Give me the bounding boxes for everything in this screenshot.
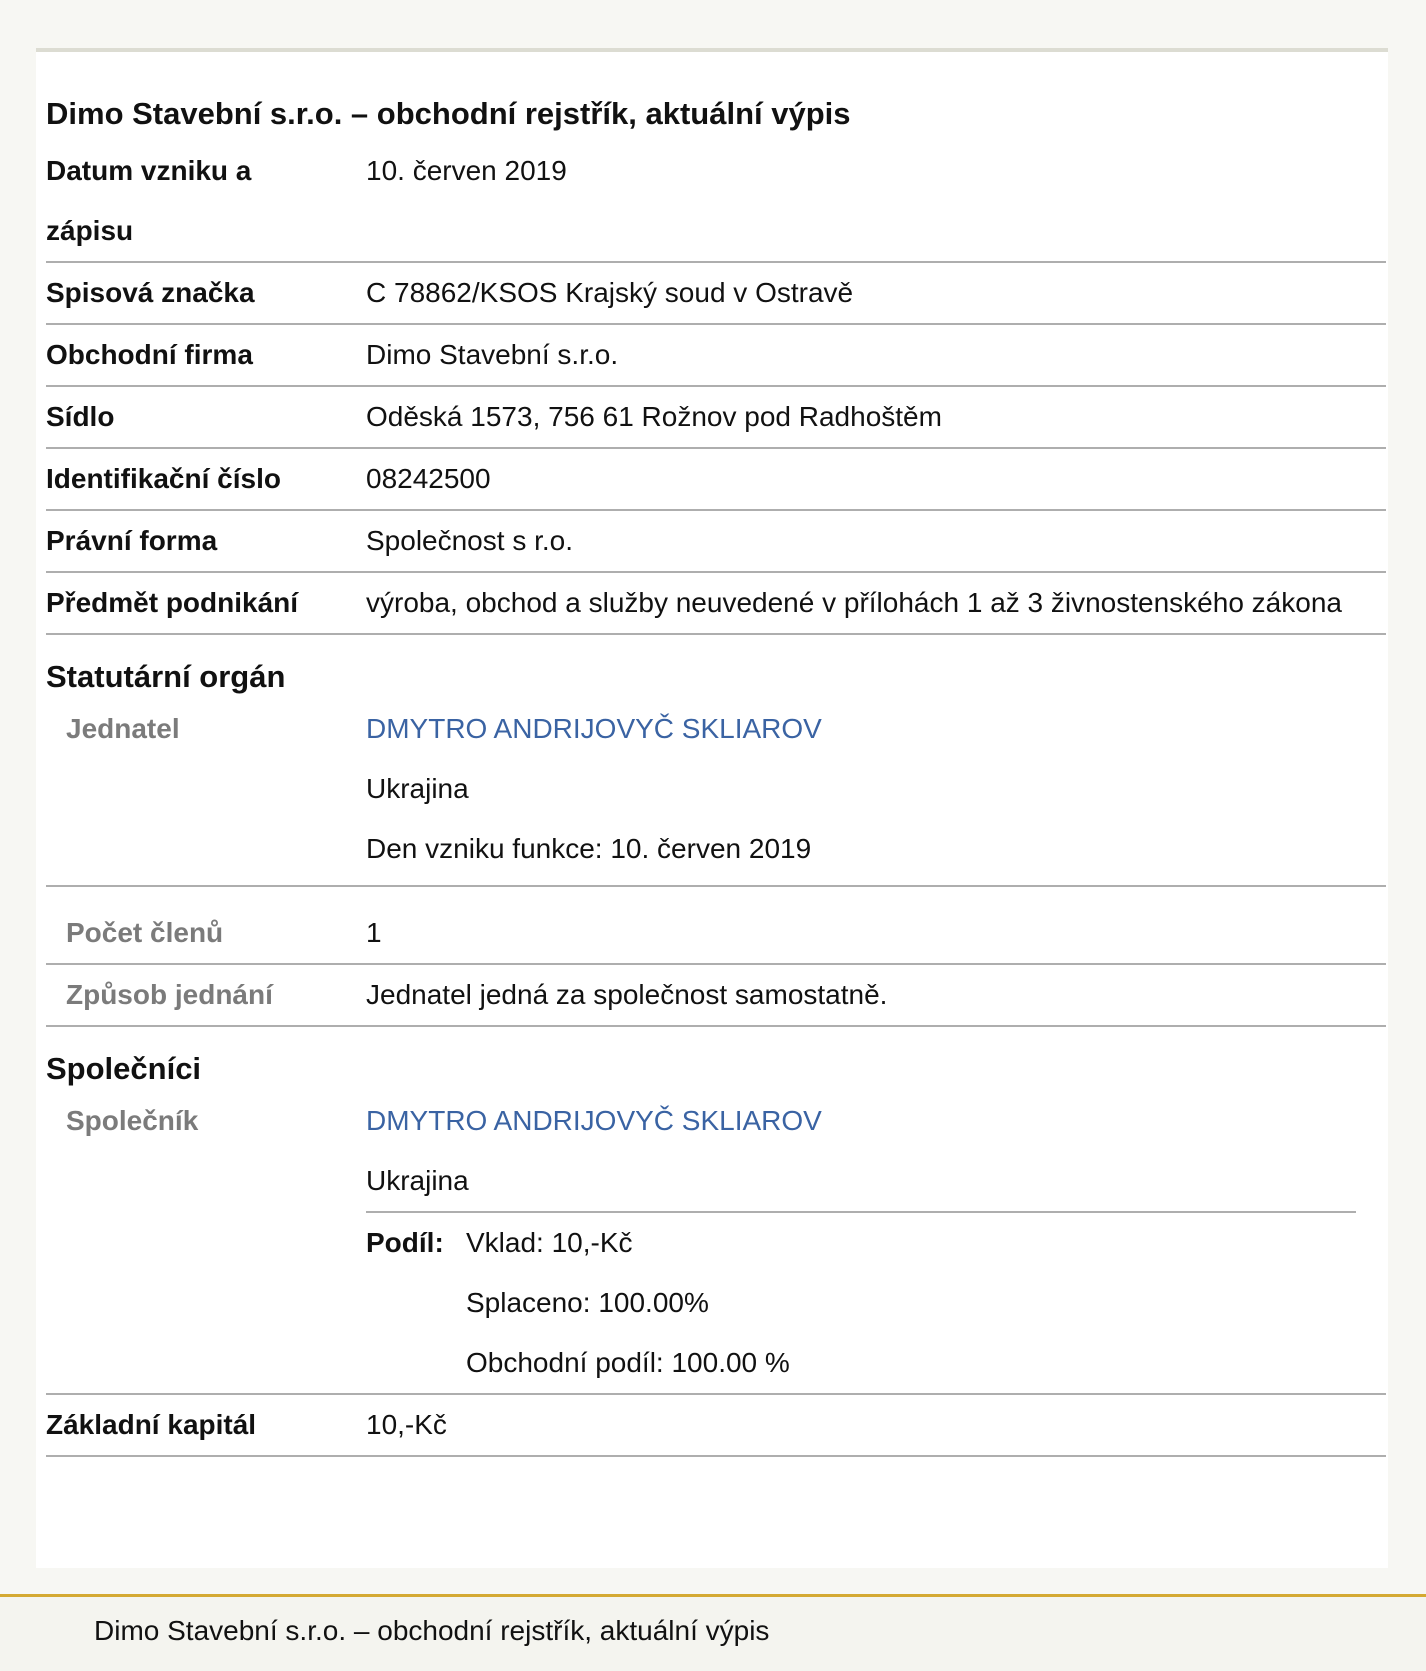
row-label: Společník xyxy=(66,1105,199,1136)
row-jednatel xyxy=(46,699,1386,887)
register-content xyxy=(46,92,1386,1457)
podil-label: Podíl: xyxy=(366,1227,444,1258)
row-label: Datum vzniku a zápisu xyxy=(46,155,252,246)
row-label: Sídlo xyxy=(46,401,115,432)
row-label: Předmět podnikání xyxy=(46,587,299,618)
row-pravni-forma xyxy=(46,511,1386,573)
footer xyxy=(0,1594,1426,1671)
row-label: Identifikační číslo xyxy=(46,463,281,494)
row-value: 1 xyxy=(366,917,382,948)
row-value xyxy=(366,1091,1386,1393)
page-title: Dimo Stavební s.r.o. – obchodní rejstřík, aktuální výpis xyxy=(46,96,851,131)
row-value: Dimo Stavební s.r.o. xyxy=(366,339,619,370)
section-statutarni-organ: Statutární orgán xyxy=(46,659,286,694)
row-label: Počet členů xyxy=(66,917,224,948)
row-identifikacni-cislo xyxy=(46,449,1386,511)
row-value: výroba, obchod a služby neuvedené v přílohách 1 až 3 živnostenského zákona xyxy=(366,587,1342,618)
jednatel-country: Ukrajina xyxy=(366,773,469,804)
row-zakladni-kapital xyxy=(46,1395,1386,1457)
jednatel-den-vzniku: Den vzniku funkce: 10. červen 2019 xyxy=(366,833,812,864)
row-datum-vzniku xyxy=(46,141,1386,263)
spolecnik-name-link[interactable]: DMYTRO ANDRIJOVYČ SKLIAROV xyxy=(366,1105,822,1136)
row-value: 10. červen 2019 xyxy=(366,155,567,186)
row-zpusob-jednani xyxy=(46,965,1386,1027)
row-value xyxy=(366,699,1386,885)
row-label: Právní forma xyxy=(46,525,218,556)
row-value: C 78862/KSOS Krajský soud v Ostravě xyxy=(366,277,854,308)
row-label: Způsob jednání xyxy=(66,979,273,1010)
podil-splaceno: Splaceno: 100.00% xyxy=(466,1287,709,1318)
row-pocet-clenu xyxy=(46,887,1386,965)
register-card xyxy=(36,48,1388,1568)
section-spolecnici: Společníci xyxy=(46,1051,202,1086)
row-predmet-podnikani xyxy=(46,573,1386,635)
row-value: 08242500 xyxy=(366,463,491,494)
row-value: Jednatel jedná za společnost samostatně. xyxy=(366,979,888,1010)
podil-obchodni: Obchodní podíl: 100.00 % xyxy=(466,1347,790,1378)
row-spolecnik xyxy=(46,1091,1386,1395)
footer-text: Dimo Stavební s.r.o. – obchodní rejstřík, aktuální výpis xyxy=(94,1615,770,1646)
podil-values xyxy=(466,1213,790,1393)
row-label: Základní kapitál xyxy=(46,1409,257,1440)
row-spisova-znacka xyxy=(46,263,1386,325)
podil-vklad: Vklad: 10,-Kč xyxy=(466,1227,633,1258)
row-label: Obchodní firma xyxy=(46,339,253,370)
spolecnik-country: Ukrajina xyxy=(366,1165,469,1196)
row-value: 10,-Kč xyxy=(366,1409,447,1440)
row-value: Oděská 1573, 756 61 Rožnov pod Radhoštěm xyxy=(366,401,942,432)
jednatel-name-link[interactable]: DMYTRO ANDRIJOVYČ SKLIAROV xyxy=(366,713,822,744)
podil-block xyxy=(366,1213,1386,1393)
row-value: Společnost s r.o. xyxy=(366,525,574,556)
row-obchodni-firma xyxy=(46,325,1386,387)
row-label: Spisová značka xyxy=(46,277,255,308)
row-sidlo xyxy=(46,387,1386,449)
row-label: Jednatel xyxy=(66,713,180,744)
